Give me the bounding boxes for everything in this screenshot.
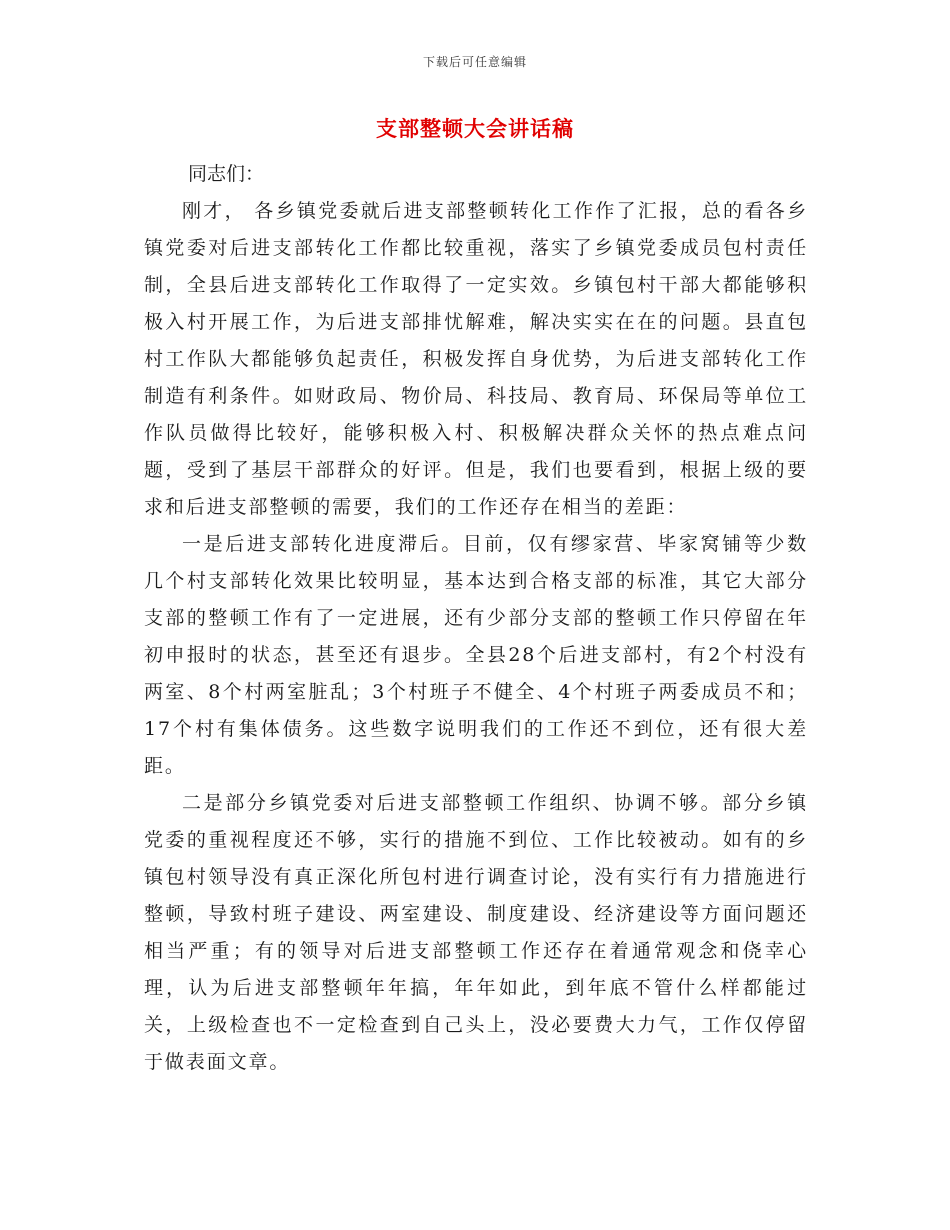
paragraph-point-two: 二是部分乡镇党委对后进支部整顿工作组织、协调不够。部分乡镇党委的重视程度还不够，实行的措施不到位、工作比较被动。如有的乡镇包村领导没有真正深化所包村进行调查讨论，没有实行有力措施进行整顿，导致村班子建设、两室建设、制度建设、经济建设等方面问题还相当严重；有的领导对后进支部整顿工作还存在着通常观念和侥幸心理，认为后进支部整顿年年搞，年年如此，到年底不管什么样都能过关，上级检查也不一定检查到自己头上，没必要费大力气，工作仅停留于做表面文章。	[144, 792, 808, 1073]
salutation: 同志们：	[188, 163, 265, 185]
paragraph-point-one: 一是后进支部转化进度滞后。目前，仅有缪家营、毕家窝铺等少数几个村支部转化效果比较明显，基本达到合格支部的标准，其它大部分支部的整顿工作有了一定进展，还有少部分支部的整顿工作只停留在年初申报时的状态，甚至还有退步。全县28个后进支部村，有2个村没有两室、8个村两室脏乱；3个村班子不健全、4个村班子两委成员不和；17个村有集体债务。这些数字说明我们的工作还不到位，还有很大差距。	[144, 533, 808, 777]
document-title: 支部整顿大会讲话稿	[376, 116, 574, 141]
paragraph-opening: 刚才， 各乡镇党委就后进支部整顿转化工作作了汇报，总的看各乡镇党委对后进支部转化工作都比较重视，落实了乡镇党委成员包村责任制，全县后进支部转化工作取得了一定实效。乡镇包村干部大都能够积极入村开展工作，为后进支部排忧解难，解决实实在在的问题。县直包村工作队大都能够负起责任，积极发挥自身优势，为后进支部转化工作制造有利条件。如财政局、物价局、科技局、教育局、环保局等单位工作队员做得比较好，能够积极入村、积极解决群众关怀的热点难点问题，受到了基层干部群众的好评。但是，我们也要看到，根据上级的要求和后进支部整顿的需要，我们的工作还存在相当的差距：	[144, 200, 808, 518]
page-header-note: 下载后可任意编辑	[422, 55, 527, 69]
document-body	[144, 156, 808, 1081]
